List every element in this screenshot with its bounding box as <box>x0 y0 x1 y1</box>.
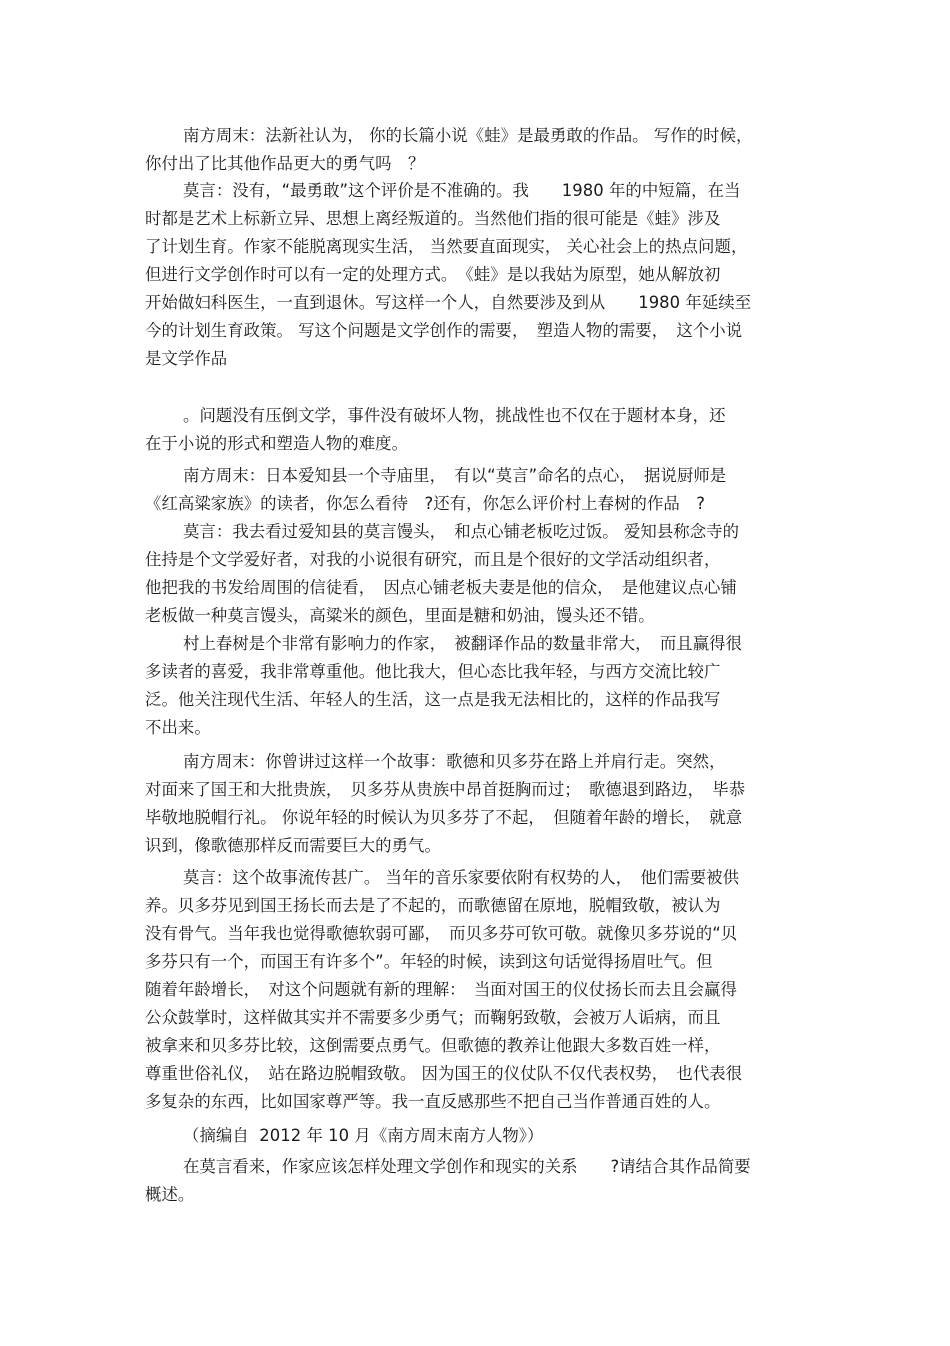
paragraph-line: 识到，像歌德那样反而需要巨大的勇气。 <box>145 836 441 855</box>
paragraph-line: 尊重世俗礼仪， 站在路边脱帽致敬。 因为国王的仪仗队不仅代表权势， 也代表很 <box>145 1064 743 1083</box>
paragraph-line: 被拿来和贝多芬比较，这倒需要点勇气。但歌德的教养让他跟大多数百姓一样， <box>145 1036 721 1055</box>
paragraph-line: 南方周末：法新社认为， 你的长篇小说《蛙》是最勇敢的作品。 写作的时候， <box>183 126 753 145</box>
paragraph-line: 了计划生育。作家不能脱离现实生活， 当然要直面现实， 关心社会上的热点问题， <box>145 237 748 256</box>
paragraph-line: 。问题没有压倒文学，事件没有破坏人物，挑战性也不仅在于题材本身，还 <box>183 406 726 425</box>
paragraph-line: 南方周末：你曾讲过这样一个故事：歌德和贝多芬在路上并肩行走。突然， <box>183 752 726 771</box>
paragraph-line: 多读者的喜爱，我非常尊重他。他比我大，但心态比我年轻，与西方交流比较广 <box>145 662 721 681</box>
paragraph-line: 毕敬地脱帽行礼。 你说年轻的时候认为贝多芬了不起， 但随着年龄的增长， 就意 <box>145 808 743 827</box>
paragraph-line: 时都是艺术上标新立异、思想上离经叛道的。当然他们指的很可能是《蛙》涉及 <box>145 209 721 228</box>
question-line: 在莫言看来，作家应该怎样处理文学创作和现实的关系 ?请结合其作品简要 <box>183 1157 751 1176</box>
paragraph-line: 对面来了国王和大批贵族， 贝多芬从贵族中昂首挺胸而过； 歌德退到路边， 毕恭 <box>145 780 746 799</box>
paragraph-line: 不出来。 <box>145 718 211 737</box>
paragraph-line: 开始做妇科医生，一直到退休。写这样一个人，自然要涉及到从 1980 年延续至 <box>145 293 752 312</box>
paragraph-line: 泛。他关注现代生活、年轻人的生活，这一点是我无法相比的，这样的作品我写 <box>145 690 721 709</box>
source-citation: （摘编自 2012 年 10 月《南方周末南方人物》） <box>183 1126 544 1145</box>
paragraph-line: 老板做一种莫言馒头，高粱米的颜色，里面是糖和奶油，馒头还不错。 <box>145 606 655 625</box>
paragraph-line: 《红高粱家族》的读者，你怎么看待 ?还有，你怎么评价村上春树的作品 ? <box>145 494 706 513</box>
paragraph-line: 今的计划生育政策。 写这个问题是文学创作的需要， 塑造人物的需要， 这个小说 <box>145 321 743 340</box>
paragraph-line: 南方周末：日本爱知县一个寺庙里， 有以“莫言”命名的点心， 据说厨师是 <box>183 466 727 485</box>
paragraph-line: 公众鼓掌时，这样做其实并不需要多少勇气；而鞠躬致敬，会被万人诟病，而且 <box>145 1008 721 1027</box>
paragraph-line: 你付出了比其他作品更大的勇气吗 ？ <box>145 154 425 173</box>
paragraph-line: 多复杂的东西，比如国家尊严等。我一直反感那些不把自己当作普通百姓的人。 <box>145 1092 721 1111</box>
paragraph-line: 莫言：我去看过爱知县的莫言馒头， 和点心铺老板吃过饭。 爱知县称念寺的 <box>183 522 740 541</box>
paragraph-line: 随着年龄增长， 对这个问题就有新的理解： 当面对国王的仪仗扬长而去且会赢得 <box>145 980 737 999</box>
paragraph-line: 但进行文学创作时可以有一定的处理方式。 《蛙》是以我姑为原型，她从解放初 <box>145 265 721 284</box>
paragraph-line: 莫言：没有，“最勇敢”这个评价是不准确的。我 1980 年的中短篇，在当 <box>183 181 741 200</box>
paragraph-line: 没有骨气。当年我也觉得歌德软弱可鄙， 而贝多芬可钦可敬。就像贝多芬说的“贝 <box>145 924 738 943</box>
paragraph-line: 他把我的书发给周围的信徒看， 因点心铺老板夫妻是他的信众， 是他建议点心铺 <box>145 578 737 597</box>
paragraph-line: 养。贝多芬见到国王扬长而去是了不起的，而歌德留在原地，脱帽致敬，被认为 <box>145 896 721 915</box>
question-line: 概述。 <box>145 1185 195 1204</box>
paragraph-line: 住持是个文学爱好者，对我的小说很有研究，而且是个很好的文学活动组织者， <box>145 550 721 569</box>
paragraph-line: 村上春树是个非常有影响力的作家， 被翻译作品的数量非常大， 而且赢得很 <box>183 634 743 653</box>
paragraph-line: 在于小说的形式和塑造人物的难度。 <box>145 434 409 453</box>
paragraph-line: 莫言：这个故事流传甚广。 当年的音乐家要依附有权势的人， 他们需要被供 <box>183 868 740 887</box>
paragraph-line: 是文学作品 <box>145 349 228 368</box>
paragraph-line: 多芬只有一个，而国王有许多个”。年轻的时候，读到这句话觉得扬眉吐气。但 <box>145 952 713 971</box>
